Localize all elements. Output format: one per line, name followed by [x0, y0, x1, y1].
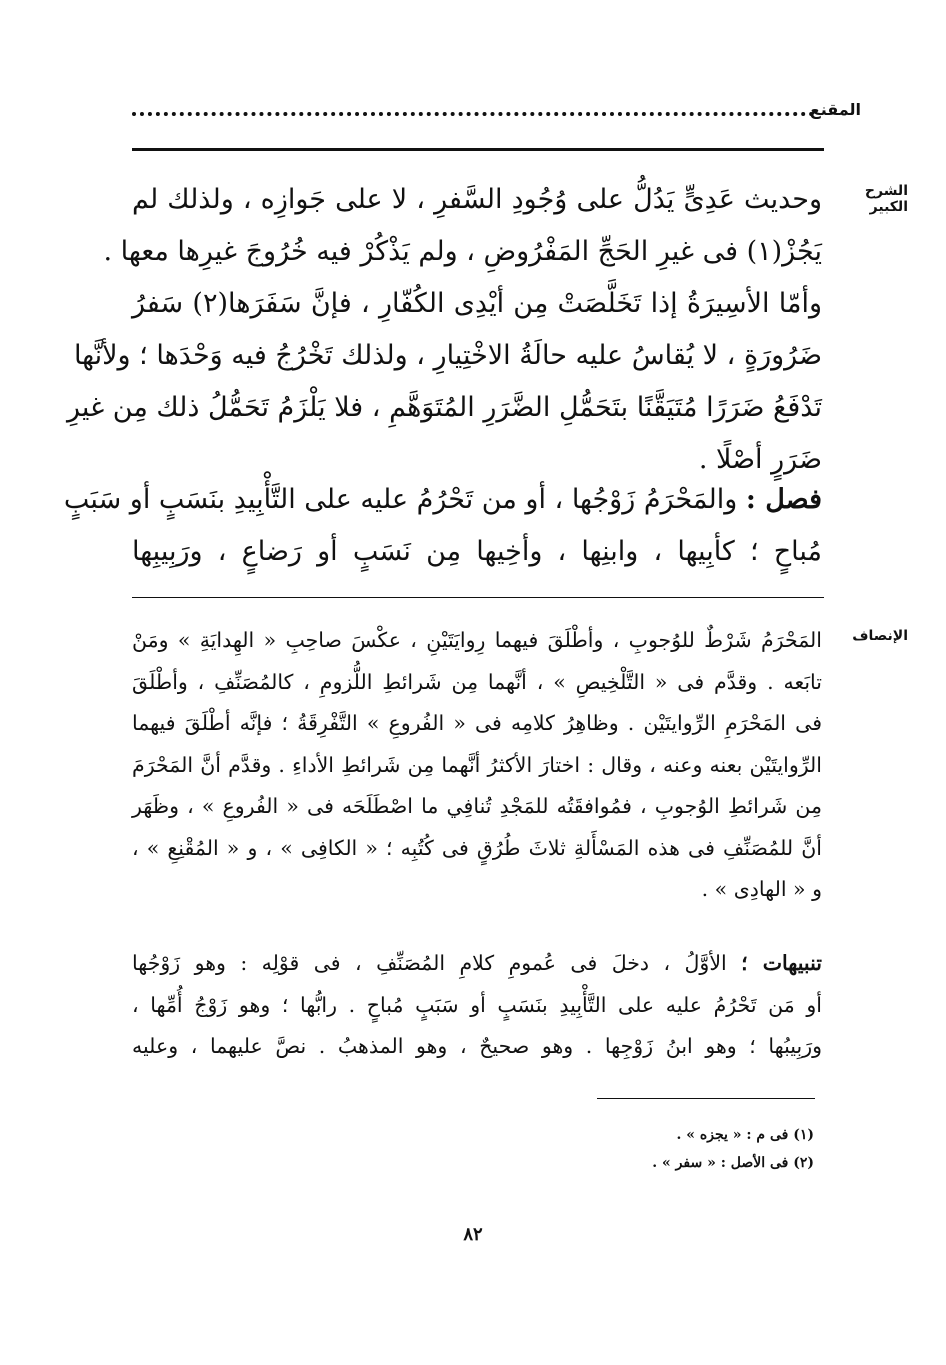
dotted-header-rule	[132, 112, 814, 116]
footnote: (١) فى م : « يجزه » .	[676, 1127, 814, 1143]
insaf-line: تابَعه . وقدَّم فى « التَّلْخِيصِ » ، أنَّهما مِن شَرائطِ اللُّزومِ ، كالمُصَنِّفِ ، وأطْلَقَ	[132, 669, 822, 694]
tanbihat-line: أو مَن تَحْرُمُ عليه على التَّأْبِيدِ بنَسَبٍ أو سَبَبٍ مُباحٍ . رابُّها ؛ وهو زَوْجُ أُمِّها ،	[132, 992, 822, 1017]
label-sharh-kabir: الشرح الكبير	[864, 183, 908, 215]
label-insaf: الإنصاف	[852, 628, 908, 644]
fasl-line: مُباحٍ ؛ كأبِيها ، وابنِها ، وأخِيها مِن نَسَبٍ أو رَضاعٍ ، ورَبِيبِها	[132, 536, 822, 567]
sharh-line: وحديث عَدِىٍّ يَدُلُّ على وُجُودِ السَّفرِ ، لا على جَوازِه ، ولذلك لم	[132, 184, 822, 215]
fasl-paragraph	[63, 474, 822, 578]
tanbihat-line	[132, 943, 822, 985]
tanbihat-line: ورَبِيبُها ؛ وهو ابنُ زَوْجِها . وهو صحيحٌ ، وهو المذهبُ . نصَّ عليهما ، وعليه	[132, 1034, 822, 1058]
section-divider	[132, 597, 824, 598]
footnote: (٢) فى الأصل : « سفر » .	[652, 1155, 814, 1171]
sharh-text	[67, 174, 822, 486]
running-title: المقنع	[809, 100, 861, 119]
insaf-line: و « الهادِى » .	[701, 877, 822, 901]
fasl-line-text: والمَحْرَمُ زَوْجُها ، أو من تَحْرُمُ عليه على التَّأْبِيدِ بنَسَبٍ أو سَبَبٍ	[63, 484, 738, 515]
header-rule	[132, 148, 824, 151]
fasl-heading: فصل :	[745, 484, 822, 515]
sharh-line: ضَرُورَةٍ ، لا يُقاسُ عليه حالَةُ الاخْتِيارِ ، ولذلك تَخْرُجُ فيه وَحْدَها ؛ ولأنَّها	[73, 340, 822, 371]
insaf-line: أنَّ للمُصَنِّفِ فى هذه المَسْأَلةِ ثلاثَ طُرُقٍ فى كُتُبِه ؛ « الكافِى » ، و « المُقْنِعِ » ،	[132, 835, 822, 860]
sharh-line: ضَرَرٍ أصْلًا .	[698, 444, 822, 475]
insaf-line: المَحْرَمُ شَرْطٌ للوُجوبِ ، وأطْلَقَ فيهما رِوايَتَيْنِ ، عكْسَ صاحِبِ « الهِدايَةِ » ومَنْ	[132, 628, 822, 652]
insaf-line: فى المَحْرَمِ الرِّوايتَيْن . وظاهِرُ كلامِه فى « الفُروعِ » التَّفْرِقَةُ ؛ فإنَّه أطْلَقَ فيهما	[132, 711, 822, 735]
insaf-line: مِن شَرائطِ الوُجوبِ ، فمُوافقَتُه للمَجْدِ تُنافِي ما اصْطَلَحَه فى « الفُروعِ » ، وظَهَر	[132, 794, 823, 818]
sharh-line: وأمّا الأسِيرَةُ إذا تَخَلَّصَتْ مِن أيْدِى الكُفّارِ ، فإنَّ سَفَرَها(٢) سَفرُ	[132, 288, 822, 319]
sharh-line: يَجُزْ(١) فى غيرِ الحَجِّ المَفْرُوضِ ، ولم يَذْكُرْ فيه خُرُوجَ غيرِها معها .	[103, 236, 822, 267]
fasl-line	[63, 474, 822, 526]
sharh-line: تَدْفَعُ ضَرَرًا مُتَيَقَّنًا بتَحَمُّلِ الضَّرَرِ المُتَوَهَّمِ ، فلا يَلْزَمُ تَحَمُّلُ ذلك مِن غيرِ	[67, 392, 822, 423]
tanbihat-line-text: الأوَّلُ ، دخلَ فى عُمومِ كلامِ المُصَنِّفِ ، فى قوْلِه : وهو زَوْجُها	[132, 951, 727, 975]
tanbihat-paragraph	[132, 943, 822, 1068]
tanbihat-heading: تنبيهات ؛	[741, 951, 822, 975]
footnote-rule	[597, 1098, 815, 1099]
insaf-text	[132, 620, 822, 911]
footnotes	[414, 1121, 814, 1177]
page-number: ٨٢	[463, 1224, 483, 1245]
insaf-line: الرِّوايتَيْن بعنه وعنه ، وقال : اختارَ الأكثرُ أنَّهما مِن شَرائطِ الأداءِ . وقدَّم أنَّ المَحْرَمَ	[132, 752, 822, 777]
